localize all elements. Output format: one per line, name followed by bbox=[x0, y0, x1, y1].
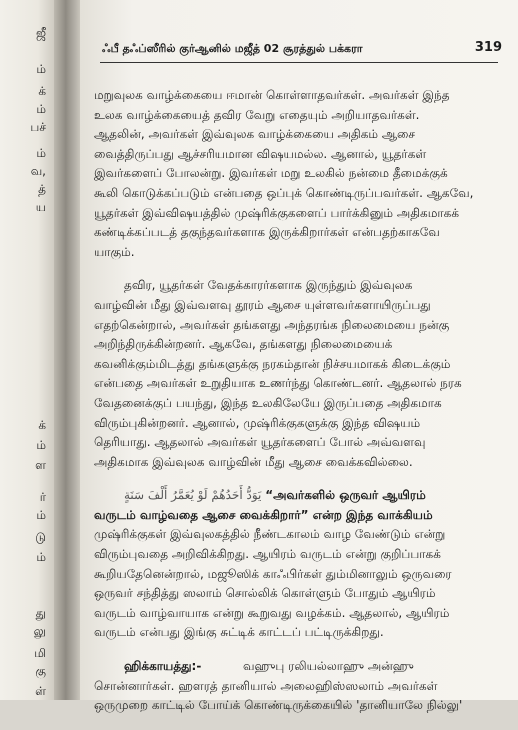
left-page-fragment: ம் bbox=[36, 550, 46, 564]
text-line: வருடம் வாழ்வாயாக என்று கூறுவது வழக்கம். ஆதலால், ஆயிரம் bbox=[94, 605, 450, 620]
text-line: எதற்கென்றால், அவர்கள் தங்களது அந்தரங்க நிலைமையை நன்கு bbox=[94, 317, 450, 332]
paragraph-3 bbox=[94, 486, 482, 643]
header-title: ஃபீ தஃப்ஸீரில் குர்ஆனில் மஜீத் 02 சூரத்துல் பக்கரா bbox=[102, 42, 363, 55]
left-page-fragment: க் bbox=[38, 418, 46, 432]
text-line: வைத்திருப்பது ஆச்சரியமான விஷயமல்ல. ஆனால், யூதர்கள் bbox=[94, 146, 427, 161]
left-page-fragment: த் bbox=[38, 182, 46, 196]
text-line: அதிகமாக இவ்வுலக வாழ்வின் மீது ஆசை வைக்கவில்லை. bbox=[94, 454, 413, 469]
left-page-fragment: மி bbox=[34, 646, 46, 660]
left-page-fragment: து bbox=[35, 606, 46, 620]
left-page-fragment: ம் bbox=[36, 508, 46, 522]
left-page-edge bbox=[0, 0, 54, 700]
paragraph-2 bbox=[94, 276, 482, 472]
text-line: முஷ்ரிக்குகள் இவ்வுலகத்தில் நீண்டகாலம் வாழ வேண்டும் என்று bbox=[94, 527, 446, 542]
running-header bbox=[102, 38, 502, 60]
text-line: ஒருவர் சந்தித்து ஸலாம் சொல்லிக் கொள்ளும் போதும் ஆயிரம் bbox=[94, 586, 436, 601]
text-line: இவர்களைப் போலன்று. இவர்கள் மறு உலகில் நன்மை தீமைக்குக் bbox=[94, 166, 448, 181]
text-line: அறிந்திருக்கின்றனர். ஆகவே, தங்களது நிலைமையைக் bbox=[94, 337, 393, 352]
text-line: யூதர்கள் இவ்விஷயத்தில் முஷ்ரிக்குகளைப் பார்க்கினும் அதிகமாகக் bbox=[94, 205, 460, 220]
text-line: வாழ்வின் மீது இவ்வளவு தூரம் ஆசை யுள்ளவர்களாயிருப்பது bbox=[94, 297, 431, 312]
text-line: மறுவுலக வாழ்க்கையை ஈமான் கொள்ளாதவர்கள். அவர்கள் இந்த bbox=[94, 88, 450, 102]
left-page-fragment: ள bbox=[35, 458, 46, 472]
arabic-verse: يَوَدُّ أَحَدُهُمْ لَوْ يُعَمَّرُ أَلْفَ سَنَةٍ bbox=[124, 488, 262, 503]
anecdote-heading: ஹிக்காயத்து:- bbox=[124, 659, 202, 674]
left-page-fragment: ர் bbox=[39, 490, 46, 504]
left-page-fragment: க் bbox=[38, 84, 46, 98]
quote-first-line bbox=[94, 486, 482, 506]
text-line: வருடம் என்பது இங்கு சுட்டிக் காட்டப் பட்டிருக்கிறது. bbox=[94, 625, 384, 640]
text-line: யாகும். bbox=[94, 244, 135, 259]
left-page-fragment: ள் bbox=[35, 684, 46, 698]
paragraph-4 bbox=[94, 657, 482, 716]
left-page-fragment: ம் bbox=[36, 146, 46, 160]
anecdote-first-line bbox=[94, 657, 482, 677]
body-text bbox=[94, 86, 482, 730]
text-line: உலக வாழ்க்கையைத் தவிர வேறு எதையும் அறியாதவர்கள். bbox=[94, 107, 420, 122]
left-page-fragment: ம் bbox=[36, 438, 46, 452]
text-line: ஒருமுறை காட்டில் போய்க் கொண்டிருக்கையில் 'தானியாலே நில்லு' bbox=[94, 698, 463, 713]
text-line: கூலி கொடுக்கப்படும் என்பதை ஒப்புக் கொண்டிருப்பவர்கள். ஆகவே, bbox=[94, 185, 474, 200]
text-line: வேதனைக்குப் பயந்து, இந்த உலகிலேயே இருப்பதை அதிகமாக bbox=[94, 395, 442, 410]
text-line: கூறியதேனென்றால், மஜூஸிக் காஃபிர்கள் தும்மினாலும் ஒருவரை bbox=[94, 566, 452, 581]
left-page-fragment: பச் bbox=[30, 120, 46, 134]
text-line: கண்டிக்கப்படத் தகுந்தவர்களாக இருக்கிறார்கள் என்பதற்காகவே bbox=[94, 225, 440, 240]
text-line: வருடம் வாழ்வதை ஆசை வைக்கிறார்” என்ற இந்த வாக்கியம் bbox=[94, 507, 433, 522]
paragraph-1 bbox=[94, 86, 482, 262]
text-line: சொன்னார்கள். ஹளரத் தானியால் அலைஹிஸ்ஸலாம் அவர்கள் bbox=[94, 678, 438, 693]
left-page-fragment: கு bbox=[35, 664, 46, 678]
text-line: என்பதை அவர்கள் உறுதியாக உணர்ந்து கொண்டனர். ஆதலால் நரக bbox=[94, 376, 462, 391]
left-page-fragment: ய bbox=[35, 200, 46, 214]
text-line: விரும்புவதை அறிவிக்கிறது. ஆயிரம் வருடம் என்று குறிப்பாகக் bbox=[94, 547, 441, 562]
quote-text: “அவர்களில் ஒருவர் ஆயிரம் bbox=[265, 488, 426, 503]
anecdote-first-line-text: வஹுபு ரலியல்லாஹு அன்ஹு bbox=[242, 659, 414, 674]
book-gutter bbox=[54, 0, 80, 700]
header-rule bbox=[100, 62, 498, 63]
text-line: கவனிக்கும்மிடத்து தங்களுக்கு நரகம்தான் நிச்சயமாகக் கிடைக்கும் bbox=[94, 356, 451, 371]
left-page-fragment: வ, bbox=[30, 164, 46, 178]
left-page-fragment: ஜீ bbox=[35, 26, 46, 40]
page-number: 319 bbox=[474, 40, 502, 55]
left-page-fragment: லு bbox=[33, 624, 46, 638]
left-page-fragment: ம் bbox=[36, 102, 46, 116]
right-page bbox=[80, 0, 518, 713]
text-line: தவிர, யூதர்கள் வேதக்காரர்களாக இருந்தும் இவ்வுலக bbox=[124, 278, 413, 293]
left-page-fragment: ம் bbox=[36, 62, 46, 76]
left-page-fragment: டு bbox=[35, 530, 46, 544]
text-line: விரும்புகின்றனர். ஆனால், முஷ்ரிக்குகளுக்கு இந்த விஷயம் bbox=[94, 415, 421, 430]
text-line: தெரியாது. ஆதலால் அவர்கள் யூதர்களைப் போல் அவ்வளவு bbox=[94, 435, 426, 450]
text-line: ஆதலின், அவர்கள் இவ்வுலக வாழ்க்கையை அதிகம் ஆசை bbox=[94, 127, 416, 142]
